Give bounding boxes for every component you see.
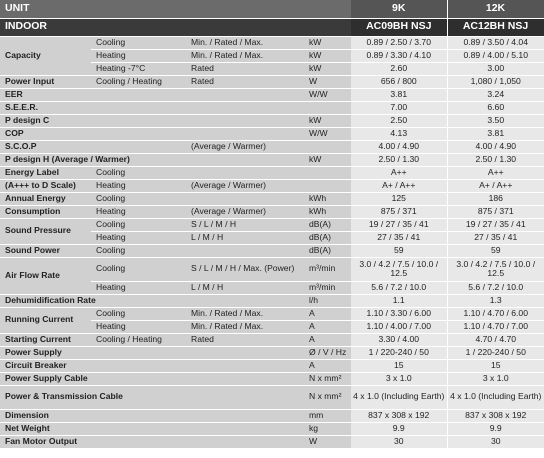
table-row <box>0 88 544 101</box>
row-label: Annual Energy <box>0 192 91 205</box>
value-9k: 27 / 35 / 41 <box>351 231 447 244</box>
row-mode: Heating <box>91 179 186 192</box>
row-mode: Cooling / Heating <box>91 333 186 346</box>
value-9k: 4 x 1.0 (Including Earth) <box>351 385 447 409</box>
table-row <box>0 140 544 153</box>
value-12k: 1 / 220-240 / 50 <box>447 346 544 359</box>
row-unit: W <box>304 75 351 88</box>
table-row <box>0 179 544 192</box>
row-spec: (Average / Warmer) <box>186 179 304 192</box>
table-row <box>0 205 544 218</box>
row-label: Running Current <box>0 307 91 333</box>
unit-header: UNIT <box>0 0 351 18</box>
value-12k: 4.00 / 4.90 <box>447 140 544 153</box>
table-row <box>0 372 544 385</box>
model-9k-header: 9K <box>351 0 447 18</box>
value-9k: 4.13 <box>351 127 447 140</box>
value-12k: 0.89 / 4.00 / 5.10 <box>447 49 544 62</box>
row-label: Net Weight <box>0 422 304 435</box>
row-mode <box>91 114 186 127</box>
row-label: Capacity <box>0 36 91 75</box>
value-9k: 7.00 <box>351 101 447 114</box>
row-unit: l/h <box>304 294 351 307</box>
value-12k: 0.89 / 3.50 / 4.04 <box>447 36 544 49</box>
table-row <box>0 101 544 114</box>
table-row <box>0 422 544 435</box>
row-unit: kW <box>304 36 351 49</box>
value-12k: 3.50 <box>447 114 544 127</box>
row-label: Sound Pressure <box>0 218 91 244</box>
value-12k: 3.0 / 4.2 / 7.5 / 10.0 / 12.5 <box>447 257 544 281</box>
row-spec: L / M / H <box>186 231 304 244</box>
table-row <box>0 244 544 257</box>
row-spec <box>186 101 304 114</box>
row-spec: Min. / Rated / Max. <box>186 320 304 333</box>
value-12k: 9.9 <box>447 422 544 435</box>
table-row <box>0 307 544 320</box>
row-unit: W <box>304 435 351 448</box>
row-unit: W/W <box>304 127 351 140</box>
row-label: EER <box>0 88 91 101</box>
row-unit <box>304 101 351 114</box>
value-9k: 15 <box>351 359 447 372</box>
value-9k: 59 <box>351 244 447 257</box>
row-mode: Heating <box>91 205 186 218</box>
value-9k: 3.30 / 4.00 <box>351 333 447 346</box>
value-9k: 5.6 / 7.2 / 10.0 <box>351 281 447 294</box>
value-12k: 3 x 1.0 <box>447 372 544 385</box>
value-9k: 3.0 / 4.2 / 7.5 / 10.0 / 12.5 <box>351 257 447 281</box>
table-row <box>0 153 544 166</box>
row-label: Starting Current <box>0 333 91 346</box>
row-label: Air Flow Rate <box>0 257 91 294</box>
value-12k: 30 <box>447 435 544 448</box>
value-9k: 2.50 / 1.30 <box>351 153 447 166</box>
row-spec: Rated <box>186 75 304 88</box>
value-9k: 1.10 / 3.30 / 6.00 <box>351 307 447 320</box>
value-9k: 3 x 1.0 <box>351 372 447 385</box>
row-label: Power Input <box>0 75 91 88</box>
row-label: Consumption <box>0 205 91 218</box>
table-row <box>0 127 544 140</box>
row-spec: (Average / Warmer) <box>186 140 304 153</box>
row-spec <box>186 192 304 205</box>
row-label: Circuit Breaker <box>0 359 304 372</box>
table-row <box>0 346 544 359</box>
row-unit: N x mm² <box>304 372 351 385</box>
row-mode: Cooling <box>91 192 186 205</box>
row-label: P design H (Average / Warmer) <box>0 153 304 166</box>
row-spec: (Average / Warmer) <box>186 205 304 218</box>
model-code-12k: AC12BH NSJ <box>447 18 544 36</box>
row-mode: Heating -7°C <box>91 62 186 75</box>
model-code-9k: AC09BH NSJ <box>351 18 447 36</box>
row-unit: A <box>304 333 351 346</box>
row-mode: Cooling <box>91 36 186 49</box>
row-unit: A <box>304 320 351 333</box>
row-label: Fan Motor Output <box>0 435 304 448</box>
table-row <box>0 75 544 88</box>
row-mode: Heating <box>91 320 186 333</box>
row-mode: Heating <box>91 231 186 244</box>
value-12k: 3.81 <box>447 127 544 140</box>
value-9k: 1.10 / 4.00 / 7.00 <box>351 320 447 333</box>
row-unit: mm <box>304 409 351 422</box>
row-label: Dehumidification Rate <box>0 294 304 307</box>
model-12k-header: 12K <box>447 0 544 18</box>
value-12k: 4.70 / 4.70 <box>447 333 544 346</box>
row-label: Power Supply Cable <box>0 372 304 385</box>
value-12k: 1.10 / 4.70 / 7.00 <box>447 320 544 333</box>
value-12k: 5.6 / 7.2 / 10.0 <box>447 281 544 294</box>
value-12k: 1.10 / 4.70 / 6.00 <box>447 307 544 320</box>
table-row <box>0 333 544 346</box>
row-label: Power Supply <box>0 346 304 359</box>
row-unit <box>304 140 351 153</box>
row-mode: Cooling / Heating <box>91 75 186 88</box>
row-unit: A <box>304 307 351 320</box>
value-12k: 875 / 371 <box>447 205 544 218</box>
table-row <box>0 294 544 307</box>
row-label: Sound Power <box>0 244 91 257</box>
row-spec: L / M / H <box>186 281 304 294</box>
value-9k: 837 x 308 x 192 <box>351 409 447 422</box>
row-label: COP <box>0 127 91 140</box>
row-mode: Cooling <box>91 307 186 320</box>
row-spec: Min. / Rated / Max. <box>186 36 304 49</box>
row-spec <box>186 166 304 179</box>
row-mode <box>91 88 186 101</box>
row-label: S.C.O.P <box>0 140 91 153</box>
value-9k: 19 / 27 / 35 / 41 <box>351 218 447 231</box>
value-9k: 875 / 371 <box>351 205 447 218</box>
row-spec: Min. / Rated / Max. <box>186 307 304 320</box>
row-mode: Cooling <box>91 166 186 179</box>
value-12k: 6.60 <box>447 101 544 114</box>
table-row <box>0 257 544 281</box>
header-row-indoor <box>0 18 544 36</box>
value-12k: 186 <box>447 192 544 205</box>
row-unit <box>304 179 351 192</box>
value-9k: A+ / A++ <box>351 179 447 192</box>
value-12k: 15 <box>447 359 544 372</box>
value-9k: 0.89 / 3.30 / 4.10 <box>351 49 447 62</box>
value-9k: 4.00 / 4.90 <box>351 140 447 153</box>
value-12k: 2.50 / 1.30 <box>447 153 544 166</box>
row-unit: kWh <box>304 192 351 205</box>
row-spec <box>186 114 304 127</box>
value-9k: 0.89 / 2.50 / 3.70 <box>351 36 447 49</box>
row-spec: Rated <box>186 333 304 346</box>
row-label: P design C <box>0 114 91 127</box>
value-9k: 1 / 220-240 / 50 <box>351 346 447 359</box>
value-9k: 656 / 800 <box>351 75 447 88</box>
row-unit: m³/min <box>304 281 351 294</box>
header-row-unit <box>0 0 544 18</box>
value-9k: 1.1 <box>351 294 447 307</box>
value-12k: 1,080 / 1,050 <box>447 75 544 88</box>
value-9k: 2.50 <box>351 114 447 127</box>
row-unit: kWh <box>304 205 351 218</box>
value-12k: 837 x 308 x 192 <box>447 409 544 422</box>
row-mode: Heating <box>91 281 186 294</box>
row-unit: kW <box>304 153 351 166</box>
value-12k: A++ <box>447 166 544 179</box>
row-unit: dB(A) <box>304 231 351 244</box>
table-row <box>0 385 544 409</box>
row-unit: N x mm² <box>304 385 351 409</box>
row-mode <box>91 140 186 153</box>
row-mode: Cooling <box>91 218 186 231</box>
value-12k: 1.3 <box>447 294 544 307</box>
row-label: S.E.E.R. <box>0 101 91 114</box>
row-spec: Rated <box>186 62 304 75</box>
value-12k: 19 / 27 / 35 / 41 <box>447 218 544 231</box>
value-9k: 3.81 <box>351 88 447 101</box>
value-9k: 30 <box>351 435 447 448</box>
row-label: Energy Label <box>0 166 91 179</box>
table-row <box>0 192 544 205</box>
row-unit: A <box>304 359 351 372</box>
row-unit: kg <box>304 422 351 435</box>
indoor-header: INDOOR <box>0 18 351 36</box>
value-9k: 2.60 <box>351 62 447 75</box>
value-12k: 3.00 <box>447 62 544 75</box>
value-12k: 59 <box>447 244 544 257</box>
table-row <box>0 359 544 372</box>
table-row <box>0 36 544 49</box>
row-mode <box>91 127 186 140</box>
value-9k: 9.9 <box>351 422 447 435</box>
value-12k: A+ / A++ <box>447 179 544 192</box>
row-spec <box>186 127 304 140</box>
row-spec: S / L / M / H / Max. (Power) <box>186 257 304 281</box>
value-9k: 125 <box>351 192 447 205</box>
row-unit: kW <box>304 62 351 75</box>
row-spec <box>186 88 304 101</box>
table-row <box>0 166 544 179</box>
table-row <box>0 435 544 448</box>
row-mode: Heating <box>91 49 186 62</box>
row-spec <box>186 244 304 257</box>
row-mode <box>91 101 186 114</box>
value-12k: 3.24 <box>447 88 544 101</box>
row-unit: dB(A) <box>304 218 351 231</box>
row-unit: kW <box>304 49 351 62</box>
value-9k: A++ <box>351 166 447 179</box>
row-spec: S / L / M / H <box>186 218 304 231</box>
table-row <box>0 409 544 422</box>
row-unit: m³/min <box>304 257 351 281</box>
value-12k: 4 x 1.0 (Including Earth) <box>447 385 544 409</box>
value-12k: 27 / 35 / 41 <box>447 231 544 244</box>
row-label: (A+++ to D Scale) <box>0 179 91 192</box>
row-label: Power & Transmission Cable <box>0 385 304 409</box>
row-spec: Min. / Rated / Max. <box>186 49 304 62</box>
table-row <box>0 218 544 231</box>
row-unit: dB(A) <box>304 244 351 257</box>
row-unit <box>304 166 351 179</box>
row-mode: Cooling <box>91 257 186 281</box>
row-unit: Ø / V / Hz <box>304 346 351 359</box>
row-mode: Cooling <box>91 244 186 257</box>
row-unit: W/W <box>304 88 351 101</box>
row-unit: kW <box>304 114 351 127</box>
table-row <box>0 114 544 127</box>
row-label: Dimension <box>0 409 304 422</box>
